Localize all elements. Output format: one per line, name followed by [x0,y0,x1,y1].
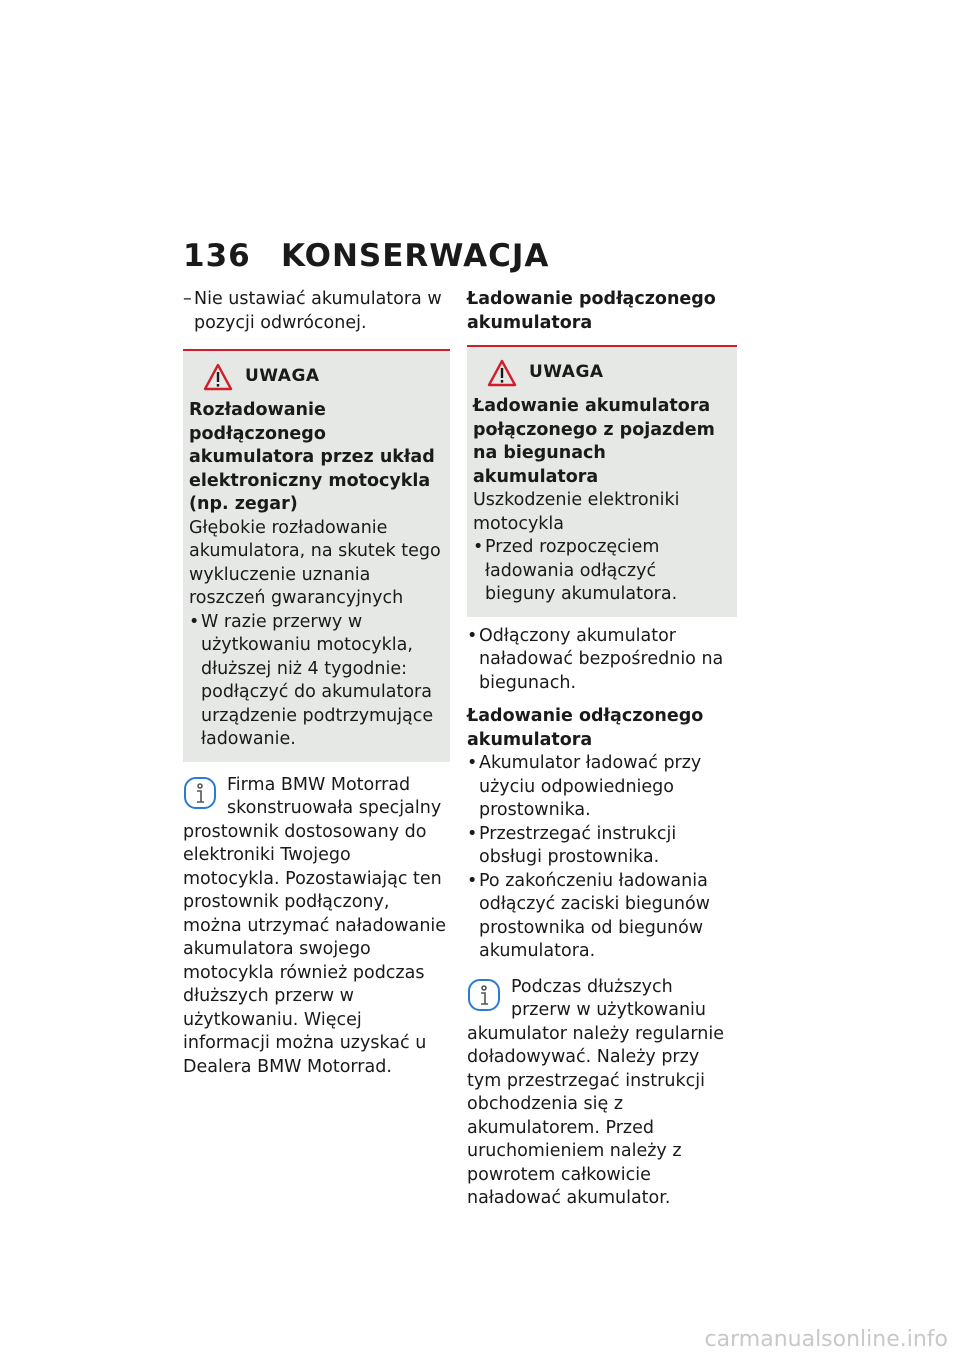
warning-triangle-icon [203,363,233,391]
section-title: KONSERWACJA [281,238,550,274]
list-item [467,870,737,964]
warning-header [473,359,731,387]
warning-triangle-icon [487,359,517,387]
warning-title: UWAGA [529,362,604,383]
intro-text: Nie ustawiać akumulatora w pozycji odwróconej. [194,289,442,333]
warning-heading: Ładowanie akumulatora połączonego z pojazdem na biegunach akumulatora [473,396,715,487]
page-header [183,238,549,274]
bullet-dot: • [467,753,478,773]
info-note [467,976,737,1211]
info-text: Firma BMW Motorrad skonstruowała specjalny prostownik dostosowany do elektroniki Twojego motocykla. Pozostawiając ten prostownik podłączony, można utrzymać naładowanie akumulatora swojego motocykla również podczas dłuższych przerw w użytkowaniu. Więcej informacji można uzyskać u Dealera BMW Motorrad. [183,774,447,1077]
bullet-dot: • [467,870,478,891]
left-column [183,288,450,1079]
watermark: carmanualsonline.info [704,1327,948,1352]
warning-heading: Rozładowanie podłączonego akumulatora przez układ elektroniczny motocykla (np. zegar) [189,400,435,514]
warning-bullet-text: Przed rozpoczęciem ładowania odłączyć bieguny akumulatora. [485,537,678,604]
list-item [467,625,737,696]
bullet-dot: • [467,823,478,844]
list-item-text: Po zakończeniu ładowania odłączyć zaciski biegunów prostownika od biegunów akumulatora. [479,870,710,961]
bullet-dot: • [473,537,484,557]
warning-box [183,349,450,762]
warning-box [467,345,737,617]
right-column [467,288,737,1211]
list-item-text: Akumulator ładować przy użyciu odpowiedniego prostownika. [479,753,702,820]
info-text: Podczas dłuższych przerw w użytkowaniu akumulator należy regularnie doładowywać. Należy przy tym przestrzegać instrukcji obchodzenia się z akumulatorem. Przed uruchomieniem należy z powrotem całkowicie naładować akumulator. [467,976,724,1208]
dash-marker: – [183,289,192,309]
warning-bullet-text: W razie przerwy w użytkowaniu motocykla, dłuższej niż 4 tygodnie: podłączyć do akumulatora urządzenie podtrzymujące ładowanie. [201,611,434,749]
list-item-text: Przestrzegać instrukcji obsługi prostownika. [479,823,677,867]
warning-text: Uszkodzenie elektroniki motocykla [473,490,680,534]
info-icon [183,776,217,810]
list-item [467,823,737,870]
warning-bullet [473,536,731,607]
warning-header [189,363,444,391]
page-number: 136 [183,238,251,274]
intro-item [183,288,450,335]
info-icon [467,978,501,1012]
bullet-dot: • [189,611,200,632]
list-item [467,752,737,823]
section-heading-disconnected: Ładowanie odłączonego akumulatora [467,706,704,750]
list-item-text: Odłączony akumulator naładować bezpośrednio na biegunach. [479,625,724,693]
section-heading-connected: Ładowanie podłączonego akumulatora [467,289,716,333]
warning-bullet [189,611,444,752]
info-note [183,774,450,1080]
bullet-dot: • [467,625,478,646]
warning-text: Głębokie rozładowanie akumulatora, na skutek tego wykluczenie uznania roszczeń gwarancyjnych [189,517,441,608]
warning-title: UWAGA [245,366,320,387]
